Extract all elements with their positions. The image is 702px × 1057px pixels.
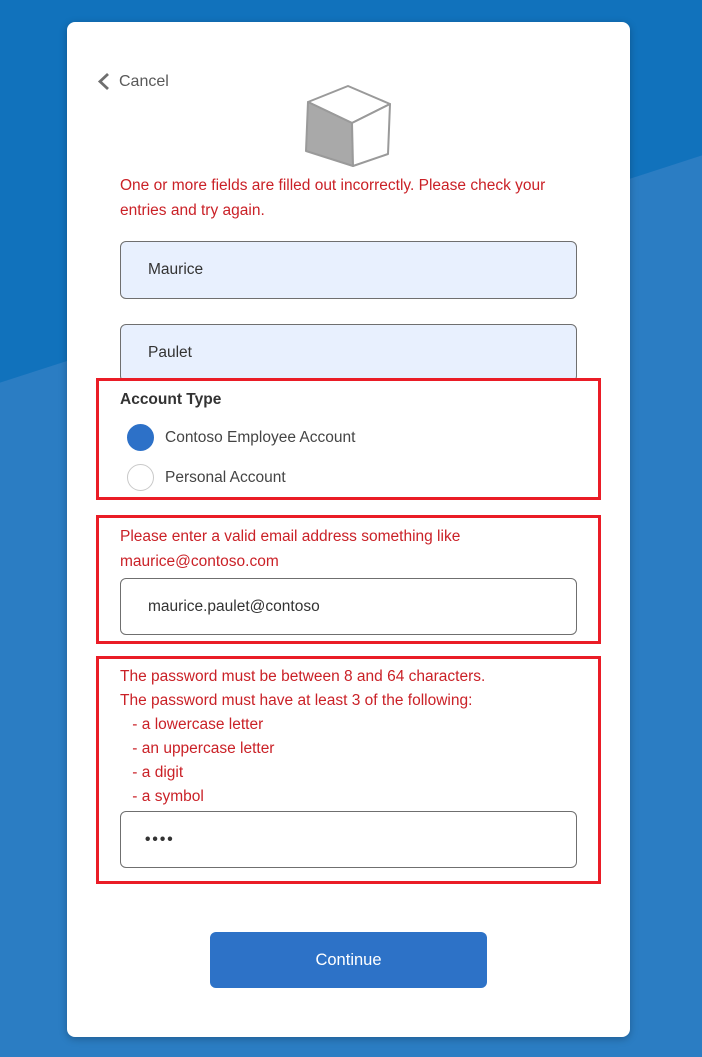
password-error-line: The password must be between 8 and 64 characters. [120,668,486,685]
chevron-left-icon [97,72,110,91]
account-type-label: Account Type [120,391,222,408]
continue-button[interactable]: Continue [210,932,487,988]
cancel-label: Cancel [119,72,169,90]
email-input[interactable] [120,578,577,635]
password-error-line: - an uppercase letter [128,740,275,757]
email-error-message: Please enter a valid email address something like maurice@contoso.com [120,528,461,570]
password-error-line: - a lowercase letter [128,716,264,733]
cancel-button[interactable] [97,72,169,91]
signup-card [67,22,630,1037]
radio-selected-icon[interactable] [127,424,154,451]
account-type-error-group [96,378,601,500]
password-error-line: The password must have at least 3 of the following: [120,692,473,709]
cube-logo [304,84,394,170]
password-error-line: - a symbol [128,788,204,805]
password-error-group [96,656,601,884]
radio-label[interactable]: Personal Account [165,468,286,486]
page-error-message: One or more fields are filled out incorrectly. Please check your entries and try again. [120,177,546,219]
radio-label[interactable]: Contoso Employee Account [165,428,356,446]
password-input[interactable] [120,811,577,868]
first-name-input[interactable] [120,241,577,299]
email-error-group [96,515,601,644]
radio-unselected-icon[interactable] [127,464,154,491]
radio-option-employee-account[interactable] [120,424,577,451]
radio-option-personal-account[interactable] [120,464,577,491]
last-name-input[interactable] [120,324,577,382]
password-error-line: - a digit [128,764,184,781]
